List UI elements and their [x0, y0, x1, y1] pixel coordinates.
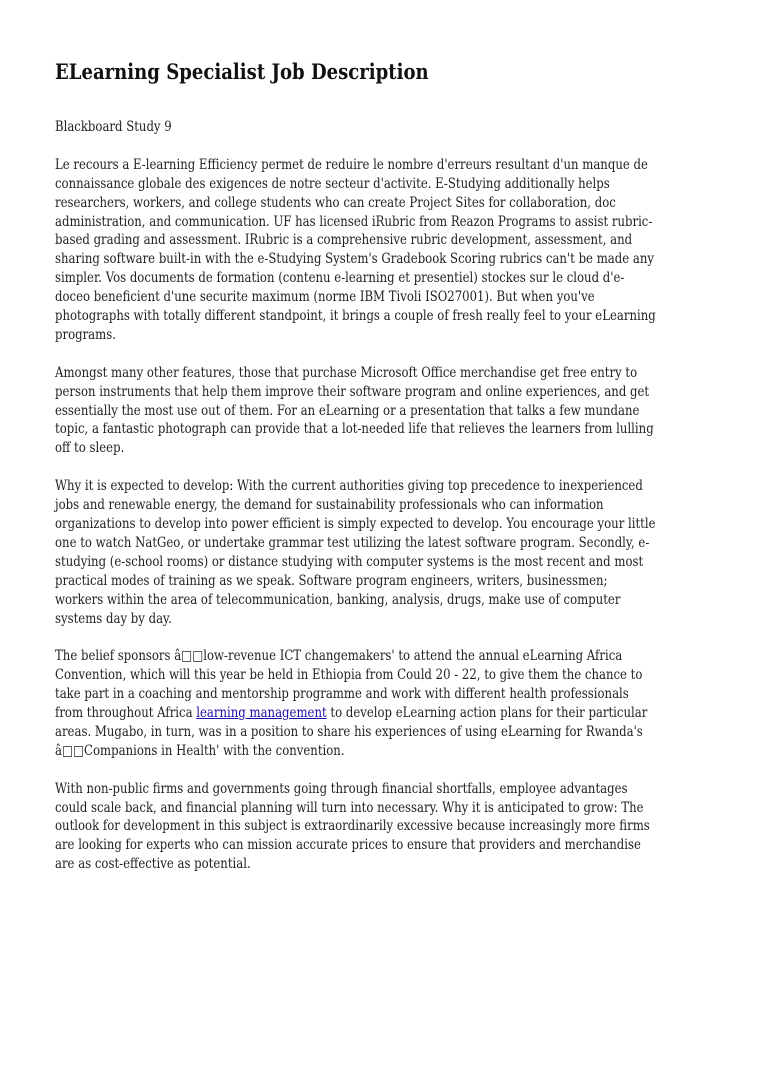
- line: are as cost-effective as potential.: [55, 856, 251, 873]
- subtitle: Blackboard Study 9: [55, 119, 172, 135]
- line: essentially the most use out of them. For an eLearning or a presentation that talks a few mundane: [55, 402, 640, 419]
- line: administration, and communication. UF has licensed iRubric from Reazon Programs to assist rubric-: [55, 213, 653, 230]
- line: connaissance globale des exigences de notre secteur d'activite. E-Studying additionally helps: [55, 175, 610, 192]
- line: â□□Companions in Health' with the convention.: [55, 742, 345, 759]
- line: sharing software built-in with the e-Studying System's Gradebook Scoring rubrics can't be made any: [55, 251, 654, 268]
- line: The belief sponsors â□□low-revenue ICT changemakers' to attend the annual eLearning Africa: [55, 648, 623, 665]
- learning-management-link[interactable]: learning management: [196, 705, 327, 722]
- line: areas. Mugabo, in turn, was in a position to share his experiences of using eLearning for Rwanda's: [55, 723, 643, 740]
- line: outlook for development in this subject is extraordinarily excessive because increasingly more firms: [55, 818, 650, 835]
- paragraph-4: [55, 647, 656, 760]
- line: person instruments that help them improve their software program and online experiences, and get: [55, 383, 650, 400]
- paragraph-1: [55, 156, 656, 345]
- line: take part in a coaching and mentorship programme and work with different health professionals: [55, 686, 629, 703]
- line: are looking for experts who can mission accurate prices to ensure that providers and merchandise: [55, 837, 641, 854]
- line: off to sleep.: [55, 440, 125, 457]
- line: based grading and assessment. IRubric is a comprehensive rubric development, assessment, and: [55, 232, 633, 249]
- line: practical modes of training as we speak. Software program engineers, writers, businessmen;: [55, 572, 608, 589]
- line: systems day by day.: [55, 610, 172, 627]
- text: from throughout Africa: [55, 705, 197, 722]
- line: could scale back, and financial planning will turn into necessary. Why it is anticipated to grow: The: [55, 799, 644, 816]
- line: Amongst many other features, those that purchase Microsoft Office merchandise get free entry to: [55, 364, 638, 381]
- document: [55, 58, 656, 893]
- paragraph-2: [55, 364, 656, 459]
- line: Le recours a E-learning Efficiency permet de reduire le nombre d'erreurs resultant d'un manque de: [55, 156, 648, 173]
- line: workers within the area of telecommunication, banking, analysis, drugs, make use of computer: [55, 591, 621, 608]
- document-title: ELearning Specialist Job Description: [55, 59, 429, 84]
- paragraph-5: [55, 780, 656, 875]
- line: Why it is expected to develop: With the current authorities giving top precedence to inexperienced: [55, 478, 643, 495]
- line: one to watch NatGeo, or undertake grammar test utilizing the latest software program. Secondly, e-: [55, 534, 650, 551]
- line: topic, a fantastic photograph can provide that a lot-needed life that relieves the learners from lulling: [55, 421, 654, 438]
- line: simpler. Vos documents de formation (contenu e-learning et presentiel) stockes sur le cloud d'e-: [55, 270, 625, 287]
- line: organizations to develop into power efficient is simply expected to develop. You encourage your little: [55, 515, 656, 532]
- line: doceo beneficient d'une securite maximum (norme IBM Tivoli ISO27001). But when you've: [55, 289, 595, 306]
- line: photographs with totally different standpoint, it brings a couple of fresh really feel to your eLearning: [55, 308, 656, 325]
- line: studying (e-school rooms) or distance studying with computer systems is the most recent and most: [55, 553, 644, 570]
- line: researchers, workers, and college students who can create Project Sites for collaboration, doc: [55, 194, 616, 211]
- line: [55, 704, 656, 723]
- line: With non-public firms and governments going through financial shortfalls, employee advantages: [55, 780, 628, 797]
- line: jobs and renewable energy, the demand for sustainability professionals who can information: [55, 497, 604, 514]
- line: Convention, which will this year be held in Ethiopia from Could 20 - 22, to give them the chance to: [55, 667, 643, 684]
- line: programs.: [55, 326, 116, 343]
- text: to develop eLearning action plans for their particular: [326, 705, 648, 722]
- paragraph-3: [55, 477, 656, 628]
